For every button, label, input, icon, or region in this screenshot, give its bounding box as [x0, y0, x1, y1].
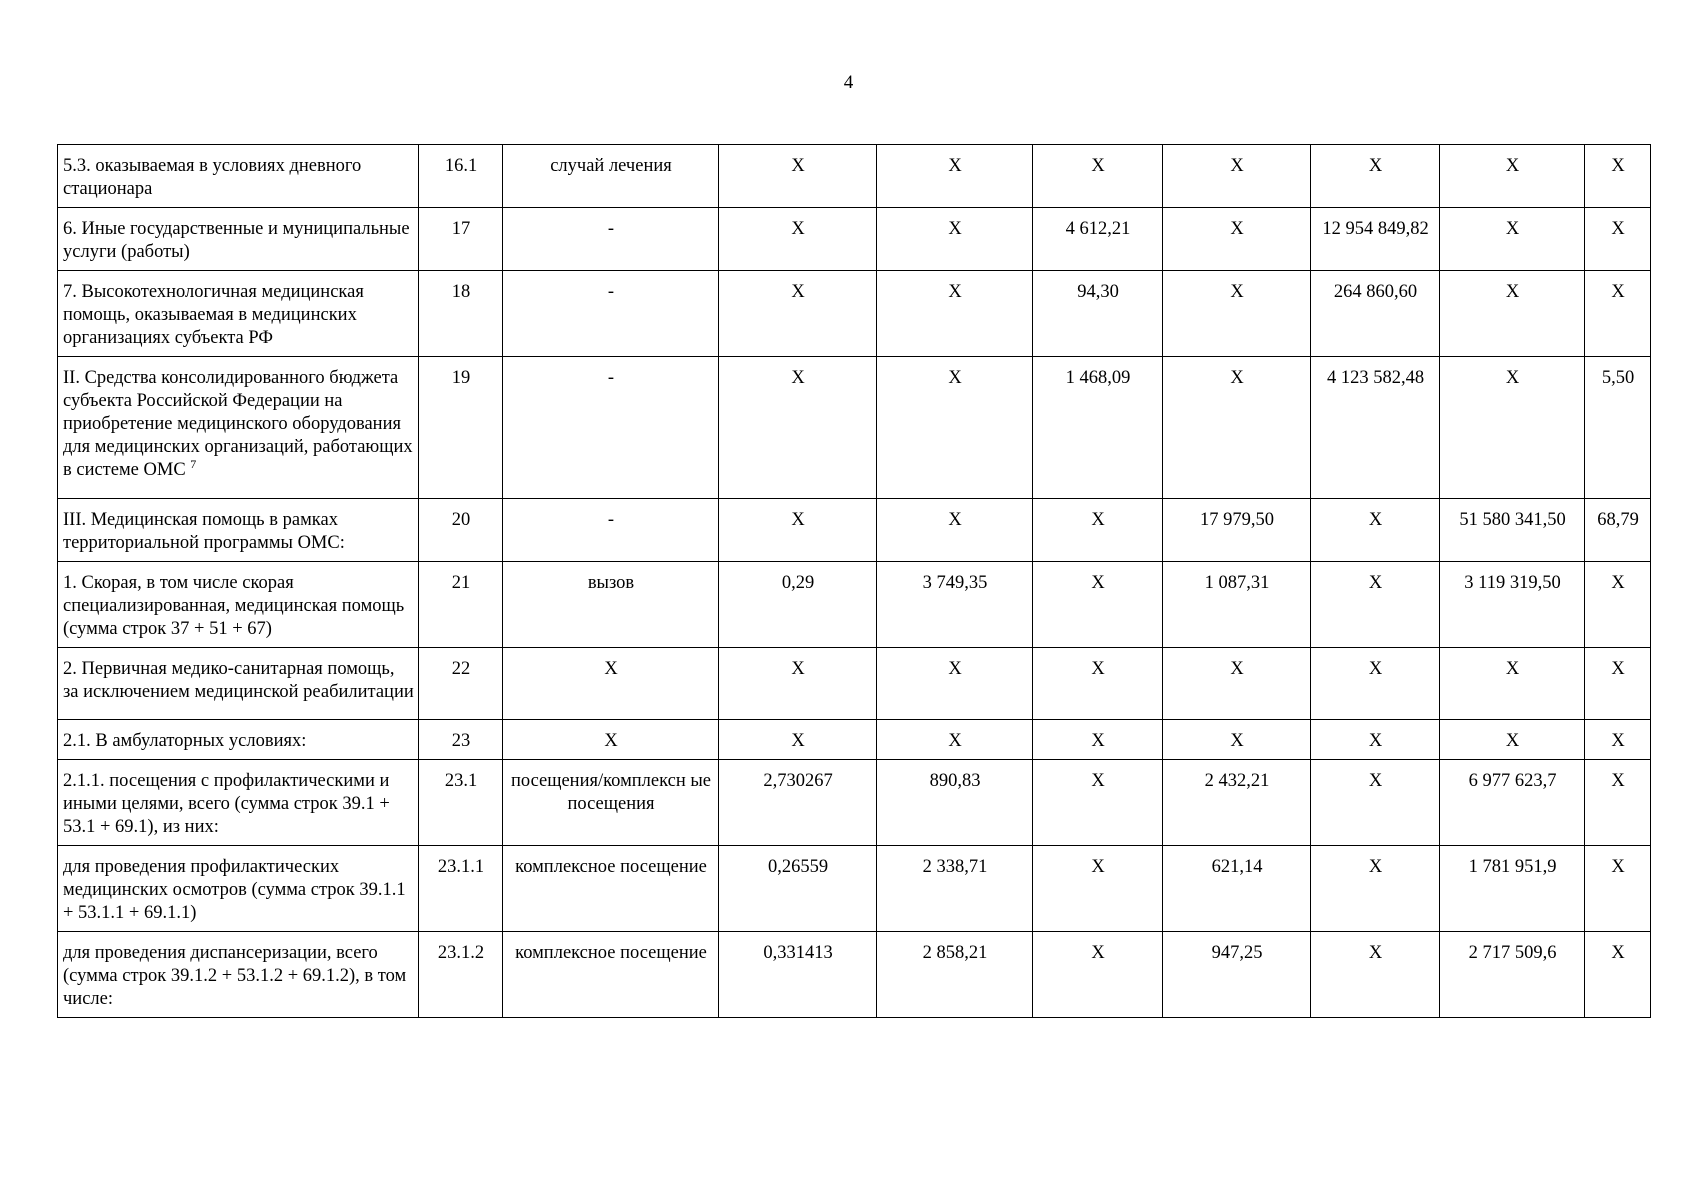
- value-cell: X: [1585, 271, 1651, 357]
- table-row: [58, 648, 1651, 720]
- row-name-cell: для проведения профилактических медицинских осмотров (сумма строк 39.1.1 + 53.1.1 + 69.1.1): [58, 846, 419, 932]
- unit-cell: комплексное посещение: [503, 846, 719, 932]
- value-cell: X: [1311, 760, 1440, 846]
- value-cell: X: [877, 357, 1033, 499]
- value-cell: 4 612,21: [1033, 208, 1163, 271]
- value-cell: X: [877, 499, 1033, 562]
- value-cell: X: [1440, 648, 1585, 720]
- value-cell: X: [1033, 932, 1163, 1018]
- value-cell: X: [1440, 271, 1585, 357]
- value-cell: 621,14: [1163, 846, 1311, 932]
- table-row: [58, 208, 1651, 271]
- value-cell: 3 749,35: [877, 562, 1033, 648]
- value-cell: X: [1585, 648, 1651, 720]
- value-cell: X: [719, 499, 877, 562]
- value-cell: 1 468,09: [1033, 357, 1163, 499]
- value-cell: 51 580 341,50: [1440, 499, 1585, 562]
- value-cell: X: [1033, 648, 1163, 720]
- value-cell: X: [1033, 562, 1163, 648]
- line-number-cell: 23.1.2: [419, 932, 503, 1018]
- row-name-cell: 7. Высокотехнологичная медицинская помощь, оказываемая в медицинских организациях субъекта РФ: [58, 271, 419, 357]
- value-cell: X: [719, 648, 877, 720]
- unit-cell: -: [503, 499, 719, 562]
- table-row: [58, 562, 1651, 648]
- value-cell: 2 717 509,6: [1440, 932, 1585, 1018]
- unit-cell: -: [503, 271, 719, 357]
- unit-cell: -: [503, 208, 719, 271]
- line-number-cell: 21: [419, 562, 503, 648]
- line-number-cell: 22: [419, 648, 503, 720]
- unit-cell: комплексное посещение: [503, 932, 719, 1018]
- unit-cell: X: [503, 648, 719, 720]
- value-cell: X: [1033, 846, 1163, 932]
- value-cell: X: [1585, 208, 1651, 271]
- value-cell: 264 860,60: [1311, 271, 1440, 357]
- table-row: [58, 720, 1651, 760]
- value-cell: X: [719, 208, 877, 271]
- value-cell: X: [1585, 720, 1651, 760]
- line-number-cell: 23.1.1: [419, 846, 503, 932]
- financing-table: [57, 144, 1651, 1018]
- value-cell: X: [1163, 357, 1311, 499]
- row-name-cell: 2. Первичная медико-санитарная помощь, за исключением медицинской реабилитации: [58, 648, 419, 720]
- table-row: [58, 271, 1651, 357]
- line-number-cell: 17: [419, 208, 503, 271]
- row-name-cell: 2.1.1. посещения с профилактическими и иными целями, всего (сумма строк 39.1 + 53.1 + 69.1), из них:: [58, 760, 419, 846]
- value-cell: 1 781 951,9: [1440, 846, 1585, 932]
- value-cell: X: [719, 271, 877, 357]
- table-row: [58, 357, 1651, 499]
- value-cell: 2 858,21: [877, 932, 1033, 1018]
- value-cell: X: [1311, 562, 1440, 648]
- value-cell: X: [1033, 145, 1163, 208]
- table-row: [58, 499, 1651, 562]
- value-cell: X: [877, 208, 1033, 271]
- unit-cell: -: [503, 357, 719, 499]
- value-cell: 0,26559: [719, 846, 877, 932]
- unit-cell: случай лечения: [503, 145, 719, 208]
- line-number-cell: 16.1: [419, 145, 503, 208]
- value-cell: X: [1311, 499, 1440, 562]
- unit-cell: вызов: [503, 562, 719, 648]
- value-cell: X: [1163, 720, 1311, 760]
- value-cell: X: [1585, 145, 1651, 208]
- line-number-cell: 20: [419, 499, 503, 562]
- unit-cell: посещения/комплексн ые посещения: [503, 760, 719, 846]
- value-cell: X: [877, 720, 1033, 760]
- value-cell: 2,730267: [719, 760, 877, 846]
- value-cell: 68,79: [1585, 499, 1651, 562]
- value-cell: 1 087,31: [1163, 562, 1311, 648]
- value-cell: 0,331413: [719, 932, 877, 1018]
- value-cell: X: [1585, 932, 1651, 1018]
- value-cell: X: [719, 145, 877, 208]
- value-cell: X: [1163, 145, 1311, 208]
- value-cell: X: [1163, 271, 1311, 357]
- row-name-cell: для проведения диспансеризации, всего (сумма строк 39.1.2 + 53.1.2 + 69.1.2), в том числе:: [58, 932, 419, 1018]
- table-row: [58, 846, 1651, 932]
- table-row: [58, 932, 1651, 1018]
- value-cell: X: [877, 648, 1033, 720]
- value-cell: X: [1440, 145, 1585, 208]
- table-row: [58, 760, 1651, 846]
- value-cell: X: [1311, 720, 1440, 760]
- unit-cell: X: [503, 720, 719, 760]
- row-name-cell: 2.1. В амбулаторных условиях:: [58, 720, 419, 760]
- value-cell: 17 979,50: [1163, 499, 1311, 562]
- value-cell: 6 977 623,7: [1440, 760, 1585, 846]
- value-cell: X: [1585, 846, 1651, 932]
- value-cell: 5,50: [1585, 357, 1651, 499]
- value-cell: 0,29: [719, 562, 877, 648]
- value-cell: X: [1440, 208, 1585, 271]
- value-cell: X: [1163, 648, 1311, 720]
- row-name-cell: [58, 357, 419, 499]
- value-cell: X: [1585, 760, 1651, 846]
- value-cell: 3 119 319,50: [1440, 562, 1585, 648]
- line-number-cell: 18: [419, 271, 503, 357]
- value-cell: X: [719, 357, 877, 499]
- value-cell: 2 432,21: [1163, 760, 1311, 846]
- page-number: 4: [843, 72, 854, 93]
- line-number-cell: 19: [419, 357, 503, 499]
- value-cell: X: [877, 271, 1033, 357]
- value-cell: X: [1311, 145, 1440, 208]
- value-cell: X: [1033, 499, 1163, 562]
- value-cell: X: [1440, 720, 1585, 760]
- table-row: [58, 145, 1651, 208]
- line-number-cell: 23.1: [419, 760, 503, 846]
- value-cell: X: [719, 720, 877, 760]
- value-cell: 947,25: [1163, 932, 1311, 1018]
- value-cell: 890,83: [877, 760, 1033, 846]
- line-number-cell: 23: [419, 720, 503, 760]
- value-cell: X: [1585, 562, 1651, 648]
- value-cell: X: [877, 145, 1033, 208]
- value-cell: X: [1163, 208, 1311, 271]
- row-name-cell: 5.3. оказываемая в условиях дневного стационара: [58, 145, 419, 208]
- row-name-text: II. Средства консолидированного бюджета субъекта Российской Федерации на приобретение медицинского оборудования для медицинских организаций, работающих в системе ОМС: [63, 368, 413, 480]
- value-cell: X: [1311, 648, 1440, 720]
- value-cell: X: [1033, 720, 1163, 760]
- value-cell: 94,30: [1033, 271, 1163, 357]
- row-name-cell: 6. Иные государственные и муниципальные услуги (работы): [58, 208, 419, 271]
- value-cell: X: [1440, 357, 1585, 499]
- footnote-marker: 7: [190, 456, 197, 471]
- value-cell: 4 123 582,48: [1311, 357, 1440, 499]
- value-cell: X: [1311, 932, 1440, 1018]
- value-cell: 12 954 849,82: [1311, 208, 1440, 271]
- row-name-cell: 1. Скорая, в том числе скорая специализированная, медицинская помощь (сумма строк 37 + 51 + 67): [58, 562, 419, 648]
- value-cell: X: [1033, 760, 1163, 846]
- row-name-cell: III. Медицинская помощь в рамках территориальной программы ОМС:: [58, 499, 419, 562]
- value-cell: X: [1311, 846, 1440, 932]
- value-cell: 2 338,71: [877, 846, 1033, 932]
